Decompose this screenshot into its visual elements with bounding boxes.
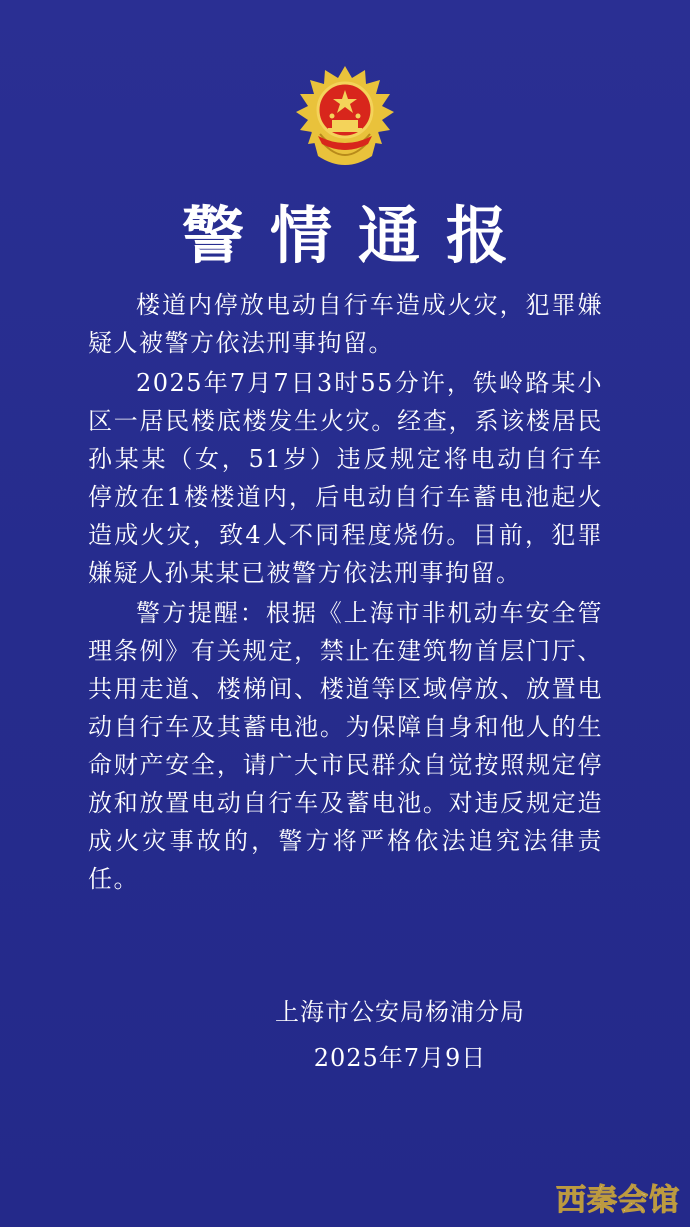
watermark-logo: 西秦会馆	[556, 1183, 680, 1218]
police-badge-emblem-icon	[290, 64, 400, 174]
paragraph-summary: 楼道内停放电动自行车造成火灾，犯罪嫌疑人被警方依法刑事拘留。	[88, 291, 603, 357]
paragraph-incident: 2025年7月7日3时55分许，铁岭路某小区一居民楼底楼发生火灾。经查，系该楼居民孙某某（女，51岁）违反规定将电动自行车停放在1楼楼道内，后电动自行车蓄电池起火造成火灾，致4人不同程度烧伤。目前，犯罪嫌疑人孙某某已被警方依法刑事拘留。	[88, 369, 603, 587]
notice-title: 警情通报	[181, 199, 534, 272]
signature-organization: 上海市公安局杨浦分局	[275, 998, 525, 1026]
notice-body	[88, 286, 603, 900]
signature-date: 2025年7月9日	[313, 1044, 487, 1072]
paragraph-reminder: 警方提醒：根据《上海市非机动车安全管理条例》有关规定，禁止在建筑物首层门厅、共用走道、楼梯间、楼道等区域停放、放置电动自行车及其蓄电池。为保障自身和他人的生命财产安全，请广大市民群众自觉按照规定停放和放置电动自行车及蓄电池。对违反规定造成火灾事故的，警方将严格依法追究法律责任。	[88, 599, 603, 893]
